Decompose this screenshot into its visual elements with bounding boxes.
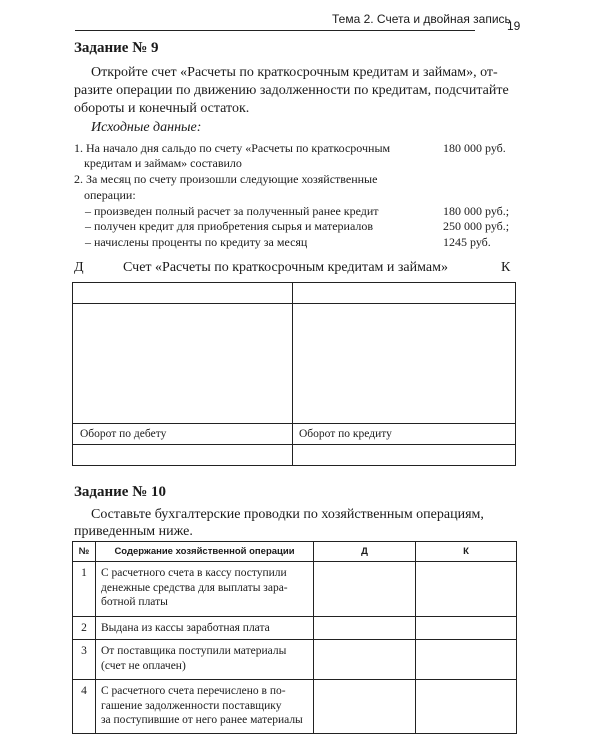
t-account-turnover-rule [73, 423, 515, 424]
row-debit-cell [314, 562, 416, 617]
item2-line-2: операции: [84, 188, 136, 202]
row-debit-cell [314, 680, 416, 734]
table-row [73, 640, 517, 680]
account-credit-letter: К [501, 260, 511, 275]
row-number: 2 [73, 617, 96, 640]
item1-value: 180 000 руб. [443, 141, 506, 155]
t-account-table [72, 282, 516, 466]
table-row [73, 680, 517, 734]
table-row [73, 617, 517, 640]
task10-title: Задание № 10 [74, 484, 167, 500]
task10-intro-line-2: приведенным ниже. [74, 524, 193, 539]
row-credit-cell [416, 617, 517, 640]
row-description: С расчетного счета перечислено в по- гашение задолженности поставщику за поступившие от него ранее материалы [96, 680, 314, 734]
account-debit-letter: Д [74, 260, 84, 275]
header-rule [75, 30, 475, 31]
sub-item-2-value: 250 000 руб.; [443, 219, 510, 233]
task9-intro-line-3: обороты и конечный остаток. [74, 101, 250, 116]
sub-item-1-text: – произведен полный расчет за полученный ранее кредит [85, 204, 379, 218]
debit-turnover-label: Оборот по дебету [80, 428, 167, 440]
row-description: С расчетного счета в кассу поступили денежные средства для выплаты зара- ботной платы [96, 562, 314, 617]
operations-table [72, 541, 517, 734]
t-account-header-rule [73, 303, 515, 304]
t-account-balance-rule [73, 444, 515, 445]
col-header-content: Содержание хозяйственной операции [96, 542, 314, 562]
item1-line-2: кредитам и займам» составило [84, 156, 242, 170]
col-header-number: № [73, 542, 96, 562]
sub-item-1-value: 180 000 руб.; [443, 204, 510, 218]
col-header-debit: Д [314, 542, 416, 562]
sub-item-2-text: – получен кредит для приобретения сырья и материалов [85, 219, 374, 233]
sub-item-3-text: – начислены проценты по кредиту за месяц [85, 235, 308, 249]
item2-line-1: 2. За месяц по счету произошли следующие хозяйственные [74, 172, 378, 186]
row-credit-cell [416, 640, 517, 680]
row-description: От поставщика поступили материалы (счет не оплачен) [96, 640, 314, 680]
task9-intro-line-1: Откройте счет «Расчеты по краткосрочным кредитам и займам», от- [91, 65, 498, 80]
task10-intro-line-1: Составьте бухгалтерские проводки по хозяйственным операциям, [91, 507, 484, 522]
row-credit-cell [416, 562, 517, 617]
account-title: Счет «Расчеты по краткосрочным кредитам и займам» [123, 260, 448, 275]
col-header-credit: К [416, 542, 517, 562]
row-description: Выдана из кассы заработная плата [96, 617, 314, 640]
running-header-title: Тема 2. Счета и двойная запись [332, 12, 511, 26]
row-number: 1 [73, 562, 96, 617]
table-header-row [73, 542, 517, 562]
source-data-label: Исходные данные: [91, 120, 202, 135]
page-number: 19 [507, 19, 521, 33]
sub-item-3-value: 1245 руб. [443, 235, 491, 249]
row-debit-cell [314, 640, 416, 680]
row-number: 4 [73, 680, 96, 734]
credit-turnover-label: Оборот по кредиту [299, 428, 392, 440]
row-credit-cell [416, 680, 517, 734]
task9-intro-line-2: разите операции по движению задолженности по кредитам, подсчитайте [74, 83, 509, 98]
t-account-divider [292, 283, 293, 465]
item1-line-1: 1. На начало дня сальдо по счету «Расчеты по краткосрочным [74, 141, 391, 155]
row-number: 3 [73, 640, 96, 680]
task9-title: Задание № 9 [74, 40, 159, 56]
row-debit-cell [314, 617, 416, 640]
table-row [73, 562, 517, 617]
